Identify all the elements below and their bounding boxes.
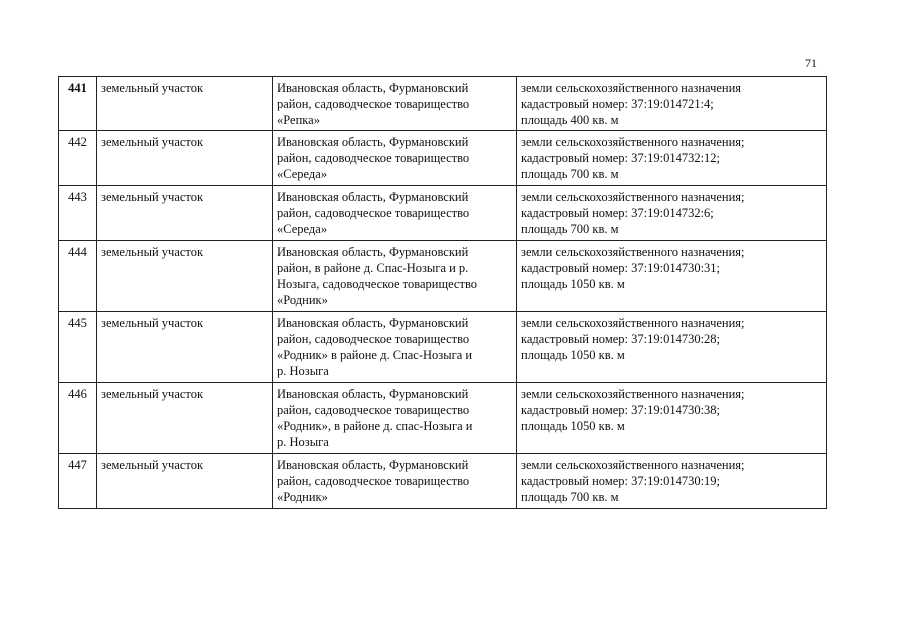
object-description [517, 383, 827, 454]
object-address [273, 77, 517, 131]
description-line: земли сельскохозяйственного назначения; [521, 245, 745, 259]
description-line: площадь 1050 кв. м [521, 419, 625, 433]
address-line: Ивановская область, Фурмановский [277, 458, 469, 472]
table-row [59, 186, 827, 241]
table-row [59, 454, 827, 509]
address-line: Ивановская область, Фурмановский [277, 190, 469, 204]
description-line: земли сельскохозяйственного назначения; [521, 387, 745, 401]
description-line: земли сельскохозяйственного назначения; [521, 458, 745, 472]
address-line: район, садоводческое товарищество [277, 97, 470, 111]
row-number: 441 [59, 77, 97, 131]
address-line: Ивановская область, Фурмановский [277, 81, 469, 95]
object-address [273, 383, 517, 454]
object-description [517, 131, 827, 186]
object-address [273, 241, 517, 312]
address-line: «Родник» в районе д. Спас-Нозыга и [277, 348, 473, 362]
description-line: площадь 700 кв. м [521, 490, 619, 504]
row-number: 443 [59, 186, 97, 241]
object-description [517, 186, 827, 241]
address-line: «Репка» [277, 113, 320, 127]
description-line: площадь 700 кв. м [521, 167, 619, 181]
object-type: земельный участок [97, 383, 273, 454]
row-number: 447 [59, 454, 97, 509]
description-line: кадастровый номер: 37:19:014730:31; [521, 261, 721, 275]
description-line: площадь 700 кв. м [521, 222, 619, 236]
description-line: кадастровый номер: 37:19:014721:4; [521, 97, 714, 111]
address-line: Ивановская область, Фурмановский [277, 316, 469, 330]
table-row [59, 312, 827, 383]
address-line: «Родник» [277, 490, 328, 504]
object-type: земельный участок [97, 131, 273, 186]
description-line: площадь 1050 кв. м [521, 277, 625, 291]
description-line: кадастровый номер: 37:19:014732:6; [521, 206, 714, 220]
description-line: кадастровый номер: 37:19:014730:28; [521, 332, 721, 346]
description-line: земли сельскохозяйственного назначения; [521, 190, 745, 204]
address-line: Ивановская область, Фурмановский [277, 245, 469, 259]
address-line: р. Нозыга [277, 435, 329, 449]
address-line: р. Нозыга [277, 364, 329, 378]
row-number: 442 [59, 131, 97, 186]
table-row [59, 383, 827, 454]
address-line: Ивановская область, Фурмановский [277, 387, 469, 401]
address-line: район, садоводческое товарищество [277, 151, 470, 165]
page-number: 71 [805, 56, 817, 70]
table-row [59, 77, 827, 131]
object-type: земельный участок [97, 454, 273, 509]
object-description [517, 241, 827, 312]
object-address [273, 454, 517, 509]
object-address [273, 131, 517, 186]
description-line: земли сельскохозяйственного назначения; [521, 316, 745, 330]
table-row [59, 131, 827, 186]
address-line: «Середа» [277, 222, 328, 236]
description-line: площадь 1050 кв. м [521, 348, 625, 362]
description-line: кадастровый номер: 37:19:014730:38; [521, 403, 721, 417]
property-table [58, 76, 827, 509]
address-line: район, садоводческое товарищество [277, 206, 470, 220]
object-type: земельный участок [97, 186, 273, 241]
address-line: район, садоводческое товарищество [277, 474, 470, 488]
address-line: Нозыга, садоводческое товарищество [277, 277, 478, 291]
row-number: 444 [59, 241, 97, 312]
description-line: кадастровый номер: 37:19:014730:19; [521, 474, 721, 488]
address-line: Ивановская область, Фурмановский [277, 135, 469, 149]
object-type: земельный участок [97, 77, 273, 131]
object-description [517, 77, 827, 131]
object-type: земельный участок [97, 312, 273, 383]
description-line: земли сельскохозяйственного назначения [521, 81, 742, 95]
address-line: «Родник», в районе д. спас-Нозыга и [277, 419, 473, 433]
object-description [517, 312, 827, 383]
description-line: кадастровый номер: 37:19:014732:12; [521, 151, 721, 165]
row-number: 446 [59, 383, 97, 454]
table-row [59, 241, 827, 312]
object-address [273, 186, 517, 241]
address-line: «Середа» [277, 167, 328, 181]
object-description [517, 454, 827, 509]
address-line: «Родник» [277, 293, 328, 307]
object-address [273, 312, 517, 383]
object-type: земельный участок [97, 241, 273, 312]
description-line: земли сельскохозяйственного назначения; [521, 135, 745, 149]
address-line: район, в районе д. Спас-Нозыга и р. [277, 261, 469, 275]
address-line: район, садоводческое товарищество [277, 332, 470, 346]
row-number: 445 [59, 312, 97, 383]
address-line: район, садоводческое товарищество [277, 403, 470, 417]
description-line: площадь 400 кв. м [521, 113, 619, 127]
